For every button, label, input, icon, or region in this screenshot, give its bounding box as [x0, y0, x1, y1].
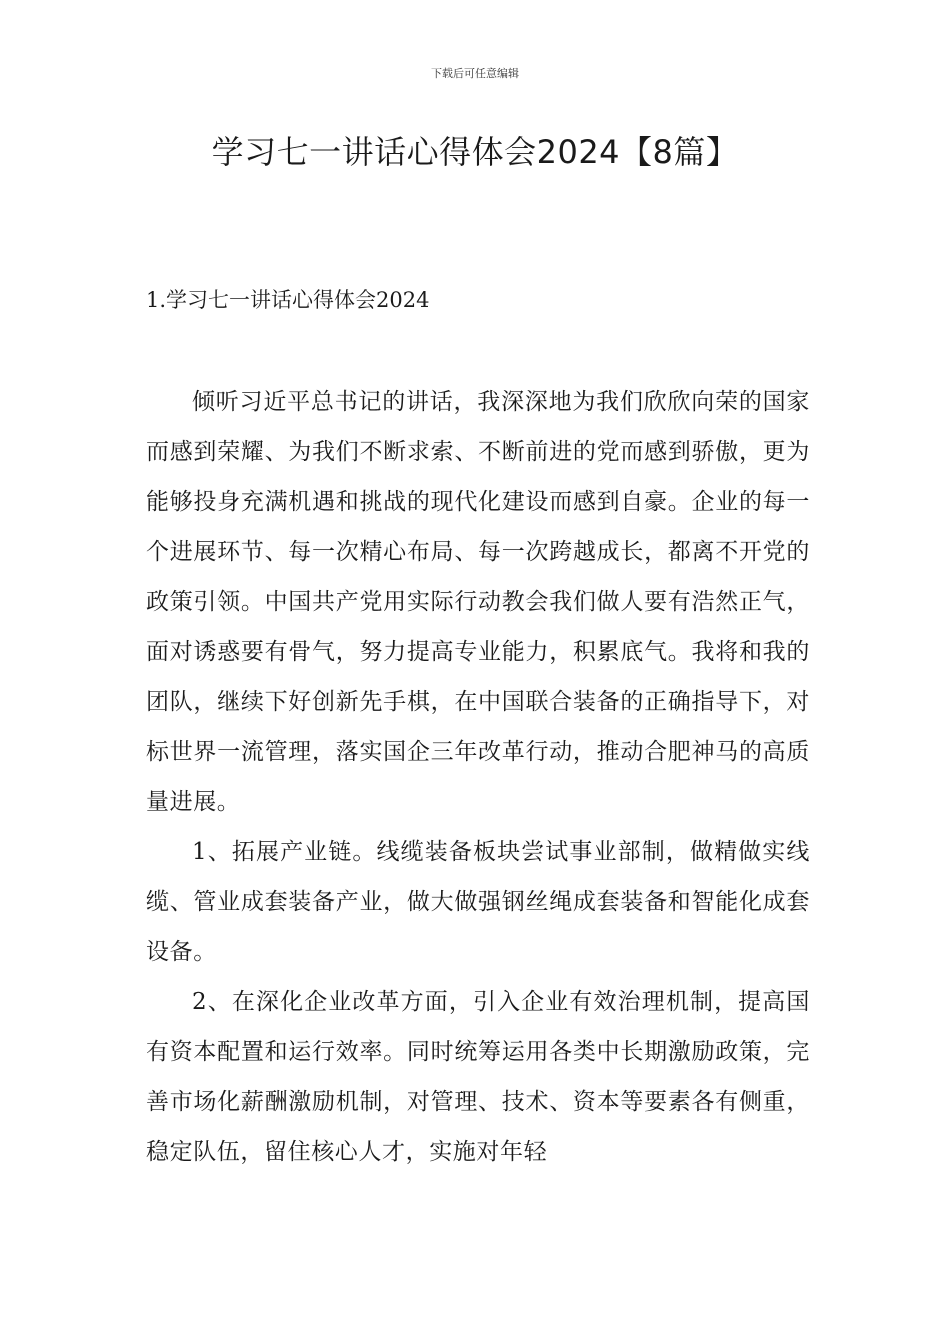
section-heading: 1.学习七一讲话心得体会2024 — [146, 288, 430, 312]
paragraph: 倾听习近平总书记的讲话，我深深地为我们欣欣向荣的国家而感到荣耀、为我们不断求索、不断前进的党而感到骄傲，更为能够投身充满机遇和挑战的现代化建设而感到自豪。企业的每一个进展环节、每一次精心布局、每一次跨越成长，都离不开党的政策引领。中国共产党用实际行动教会我们做人要有浩然正气，面对诱惑要有骨气，努力提高专业能力，积累底气。我将和我的团队，继续下好创新先手棋，在中国联合装备的正确指导下，对标世界一流管理，落实国企三年改革行动，推动合肥神马的高质量进展。 — [146, 389, 810, 815]
document-title: 学习七一讲话心得体会2024【8篇】 — [211, 133, 739, 171]
header-note: 下载后可任意编辑 — [431, 67, 519, 80]
paragraph: 2、在深化企业改革方面，引入企业有效治理机制，提高国有资本配置和运行效率。同时统筹运用各类中长期激励政策，完善市场化薪酬激励机制，对管理、技术、资本等要素各有侧重，稳定队伍，留住核心人才，实施对年轻 — [146, 989, 810, 1165]
paragraph: 1、拓展产业链。线缆装备板块尝试事业部制，做精做实线缆、管业成套装备产业，做大做强钢丝绳成套装备和智能化成套设备。 — [146, 839, 810, 965]
document-body — [146, 377, 810, 1177]
